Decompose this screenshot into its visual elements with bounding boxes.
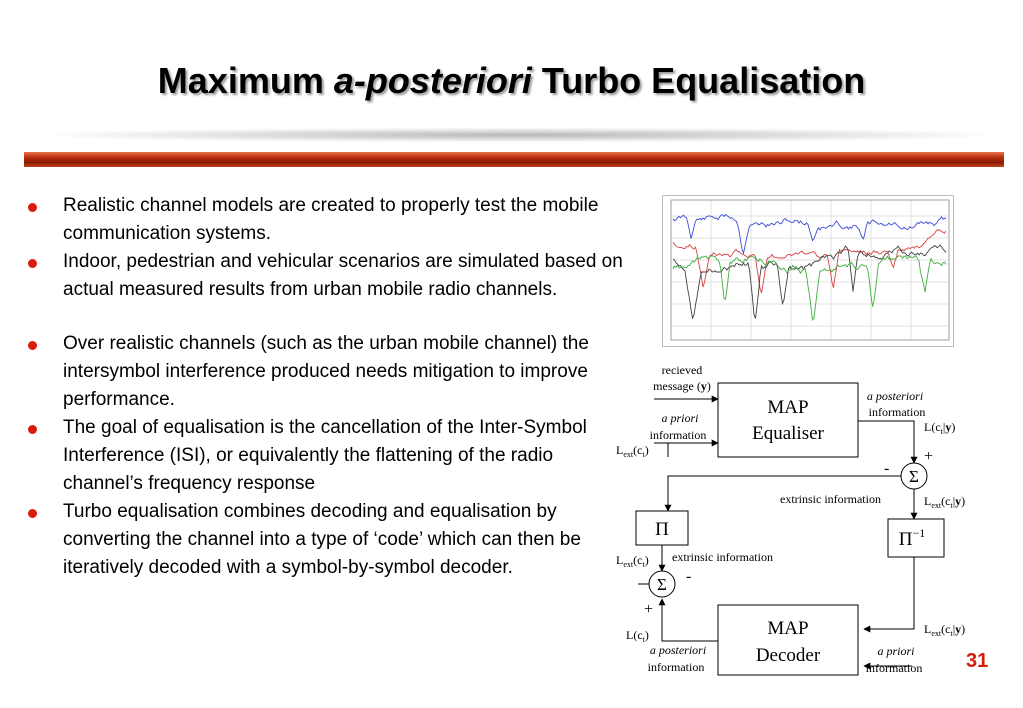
channel-response-plot <box>662 195 954 347</box>
plot-gridlines <box>671 200 949 340</box>
received-label-line2: message (y) <box>653 379 711 393</box>
bullet-text: Realistic channel models are created to properly test the mobile communication systems. <box>63 195 599 244</box>
plus-sign-bottom: + <box>644 601 654 618</box>
a-posteriori-info-bottom: information <box>647 660 705 674</box>
bullet-dot-icon <box>28 341 37 350</box>
slide-title <box>0 60 1023 102</box>
bullet-dot-icon <box>28 425 37 434</box>
l-ext-label-top-left: $L_{ext}(c_t)$ <box>616 443 649 459</box>
a-posteriori-label-bottom: a posteriori <box>649 643 707 657</box>
l-c-given-y-label-top: $L(c_t|y)$ <box>924 420 956 436</box>
bullet-list <box>28 192 628 582</box>
plus-sign-top: + <box>924 448 934 465</box>
minus-sign-bottom: - <box>686 568 692 585</box>
deinterleaver-symbol: $\Pi^{-1}$ <box>898 526 926 550</box>
title-part1: Maximum <box>157 60 334 101</box>
sum-symbol-top: Σ <box>909 467 919 486</box>
title-divider-bar <box>24 152 1004 167</box>
sum-symbol-bottom: Σ <box>657 575 667 594</box>
l-ext-given-y-label-right: $L_{ext}(c_t|y)$ <box>924 494 966 510</box>
turbo-equaliser-block-diagram <box>612 355 992 690</box>
a-priori-info-bottom: information <box>865 661 923 675</box>
l-c-label-bottom: $L(c_t)$ <box>626 628 649 644</box>
bullet-text: Over realistic channels (such as the urban mobile channel) the intersymbol interference produced needs mitigation to improve performance. <box>63 333 589 410</box>
map-decoder-label-1: MAP <box>767 618 809 639</box>
bullet-text: Turbo equalisation combines decoding and equalisation by converting the channel into a type of ‘code’ which can then be iteratively decoded with a symbol-by-symbol decoder. <box>63 501 581 578</box>
bullet-dot-icon <box>28 203 37 212</box>
page-number: 31 <box>966 650 989 672</box>
l-ext-label-bottom-left: $L_{ext}(c_t)$ <box>616 553 649 569</box>
bullet-item <box>28 498 628 582</box>
map-equaliser-label-1: MAP <box>767 397 809 418</box>
to-decoder-arrow <box>864 557 914 629</box>
title-shadow-divider <box>60 128 980 142</box>
map-equaliser-block <box>718 383 858 457</box>
green-trace <box>673 256 946 320</box>
blue-trace <box>673 214 946 253</box>
bullet-item <box>28 192 628 248</box>
map-equaliser-label-2: Equaliser <box>752 423 824 444</box>
map-decoder-label-2: Decoder <box>755 645 821 666</box>
decoder-output-arrow <box>662 599 718 641</box>
bullet-item <box>28 248 628 304</box>
extrinsic-info-label-right: extrinsic information <box>780 492 881 506</box>
bullet-dot-icon <box>28 509 37 518</box>
bullet-item <box>28 414 628 498</box>
bullet-text: Indoor, pedestrian and vehicular scenarios are simulated based on actual measured results from urban mobile radio channels. <box>63 251 623 300</box>
minus-sign-top: - <box>884 460 890 477</box>
bullet-dot-icon <box>28 259 37 268</box>
red-trace <box>673 230 946 293</box>
a-priori-label-bottom: a priori <box>877 644 915 658</box>
plot-frame <box>671 200 949 340</box>
l-ext-given-y-label-bottom: $L_{ext}(c_t|y)$ <box>924 622 966 638</box>
received-label-line1: recieved <box>661 363 703 377</box>
a-priori-label-top: a priori <box>661 411 699 425</box>
equaliser-output-arrow <box>858 421 914 463</box>
bullet-item <box>28 330 628 414</box>
a-posteriori-info-top: information <box>868 405 926 419</box>
channel-response-plot-svg <box>663 196 953 346</box>
bullet-text: The goal of equalisation is the cancellation of the Inter-Symbol Interference (ISI), or equivalently the flattening of the radio channel’s frequency response <box>63 417 587 494</box>
block-diagram-svg <box>612 355 992 685</box>
a-posteriori-label-top: a posteriori <box>866 389 924 403</box>
title-part2: Turbo Equalisation <box>531 60 866 101</box>
extrinsic-info-label-left: extrinsic information <box>672 550 773 564</box>
title-italic: a-posteriori <box>333 60 532 101</box>
a-priori-info-top: information <box>649 428 707 442</box>
interleaver-symbol: Π <box>655 519 669 540</box>
